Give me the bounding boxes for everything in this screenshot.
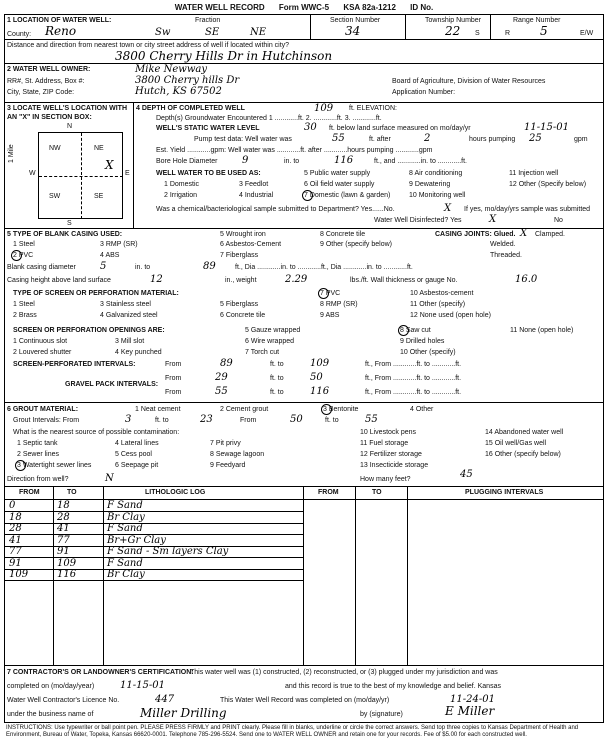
gp1-ft-from: ft., From ............ft. to ............ft. bbox=[365, 375, 462, 382]
hours-label: hours pumping bbox=[469, 136, 516, 143]
perf-from[interactable]: 89 bbox=[220, 358, 233, 369]
cont-15: 15 Oil well/Gas well bbox=[485, 440, 547, 447]
gpm-label: gpm bbox=[574, 136, 588, 143]
township-label: Township Number bbox=[425, 17, 482, 24]
use-4: 4 Industrial bbox=[239, 192, 274, 199]
nw-label: NW bbox=[49, 145, 61, 152]
height-value[interactable]: 12 bbox=[150, 274, 163, 285]
form-number: Form WWC-5 bbox=[278, 3, 330, 12]
gp1-from-label: From bbox=[165, 375, 182, 382]
cont-5: 5 Cess pool bbox=[115, 451, 152, 458]
open-5: 5 Gauze wrapped bbox=[245, 327, 301, 334]
gp2-ft-from: ft., From ............ft. to ............ft. bbox=[365, 389, 462, 396]
location-label: 1 LOCATION OF WATER WELL: bbox=[7, 17, 112, 24]
casing-8: 8 Concrete tile bbox=[320, 231, 366, 238]
open-10: 10 Other (specify) bbox=[400, 349, 456, 356]
disinfected-no: No bbox=[554, 217, 563, 224]
cont-6: 6 Seepage pit bbox=[115, 462, 159, 469]
diameter-to-value[interactable]: 89 bbox=[203, 261, 216, 272]
signature[interactable]: E Miller bbox=[445, 704, 495, 718]
log-from[interactable]: 18 bbox=[9, 511, 22, 523]
feet-label: How many feet? bbox=[360, 476, 411, 483]
screen-10: 10 Asbestos-cement bbox=[410, 290, 474, 297]
log-to[interactable]: 41 bbox=[57, 523, 70, 534]
joints-label: CASING JOINTS: Glued. bbox=[435, 231, 516, 238]
city-label: City, State, ZIP Code: bbox=[7, 89, 75, 96]
perf-ft-from: ft., From ............ft. to ............ft. bbox=[365, 361, 462, 368]
open-11: 11 None (open hole) bbox=[510, 327, 574, 334]
depth-label: 4 DEPTH OF COMPLETED WELL bbox=[136, 105, 245, 112]
cont-3-circle bbox=[15, 460, 26, 471]
log-to2-header: TO bbox=[372, 489, 382, 496]
section-locate bbox=[4, 102, 134, 229]
log-row-line bbox=[5, 523, 303, 524]
open-7: 7 Torch cut bbox=[245, 349, 280, 356]
ne-label: NE bbox=[94, 145, 104, 152]
sw-label: SW bbox=[49, 193, 61, 200]
weight-value[interactable]: 2.29 bbox=[285, 274, 308, 285]
feet-value[interactable]: 45 bbox=[460, 469, 473, 480]
section-grout bbox=[4, 402, 604, 487]
casing-label: 5 TYPE OF BLANK CASING USED: bbox=[7, 231, 123, 238]
record-date[interactable]: 11-24-01 bbox=[450, 694, 495, 705]
in-to-label: in. to bbox=[284, 158, 300, 165]
log-to[interactable]: 18 bbox=[57, 500, 70, 511]
section-location: 1 LOCATION OF WATER WELL: County: Reno Fraction Sw SE NE Section Number 34 Township Number 22 S Range Number R 5 E/W Distance and direction from nearest town or city street address of well if located within city? 3800 Cherry Hills Dr in Hutchinson bbox=[4, 14, 604, 64]
log-description[interactable]: F Sand - Sm layers Clay bbox=[107, 546, 229, 557]
after-label: ft. after bbox=[369, 136, 391, 143]
cont-8: 8 Sewage lagoon bbox=[210, 451, 265, 458]
disinfected-label: Water Well Disinfected? Yes bbox=[374, 217, 462, 224]
gp2-ft-to: ft. to bbox=[270, 389, 284, 396]
log-from[interactable]: 41 bbox=[9, 534, 22, 546]
elevation-label: ft. ELEVATION: bbox=[349, 105, 397, 112]
south-label: S bbox=[67, 220, 72, 227]
gi-ft-to-2: ft. to bbox=[325, 417, 339, 424]
groundwater-label: Depth(s) Groundwater Encountered 1 ............ft. 2. ............ft. 3. ............ft. bbox=[156, 115, 382, 122]
grout-4: 4 Other bbox=[410, 406, 434, 413]
section-number-value[interactable]: 34 bbox=[345, 24, 361, 38]
cert-text-3: This Water Well Record was completed on (mo/day/yr) bbox=[220, 697, 390, 704]
grout-1: 1 Neat cement bbox=[135, 406, 181, 413]
range-value[interactable]: 5 bbox=[540, 24, 548, 38]
section-log bbox=[4, 486, 604, 666]
licence-value[interactable]: 447 bbox=[155, 694, 175, 705]
use-2: 2 Irrigation bbox=[164, 192, 198, 199]
screen-4: 4 Galvanized steel bbox=[100, 312, 158, 319]
use-7-circle bbox=[302, 190, 313, 201]
distance-label: Distance and direction from nearest town or city street address of well if located within city? bbox=[7, 42, 290, 49]
owner-label: 2 WATER WELL OWNER: bbox=[7, 66, 91, 73]
log-to[interactable]: 28 bbox=[57, 511, 70, 523]
log-to[interactable]: 91 bbox=[57, 546, 70, 557]
screen-7: 7 PVC bbox=[320, 290, 341, 297]
lbs-label: lbs./ft. Wall thickness or gauge No. bbox=[350, 277, 458, 284]
id-label: ID No. bbox=[410, 3, 434, 12]
grout-1-to[interactable]: 23 bbox=[200, 414, 213, 425]
county-value[interactable]: Reno bbox=[45, 24, 77, 38]
log-description[interactable]: Br+Gr Clay bbox=[107, 534, 166, 546]
cont-11: 11 Fuel storage bbox=[360, 440, 409, 447]
cont-16: 16 Other (specify below) bbox=[485, 451, 561, 458]
grout-3-circle bbox=[321, 404, 332, 415]
use-10: 10 Monitoring well bbox=[409, 192, 466, 199]
disinfected-mark[interactable]: X bbox=[489, 214, 497, 225]
direction-value[interactable]: N bbox=[105, 473, 114, 484]
gi-ft-to-1: ft. to bbox=[155, 417, 169, 424]
cont-2: 2 Sewer lines bbox=[17, 451, 60, 458]
se-label: SE bbox=[94, 193, 104, 200]
casing-3: 3 RMP (SR) bbox=[100, 241, 138, 248]
gi-from-2: From bbox=[240, 417, 257, 424]
weight-label: in., weight bbox=[225, 277, 257, 284]
cont-14: 14 Abandoned water well bbox=[485, 429, 564, 436]
open-3: 3 Mill slot bbox=[115, 338, 145, 345]
log-from[interactable]: 28 bbox=[9, 523, 22, 534]
casing-2: 2 PVC bbox=[13, 252, 34, 259]
log-row-line bbox=[5, 580, 303, 581]
cont-12: 12 Fertilizer storage bbox=[360, 451, 422, 458]
chem-label: Was a chemical/bacteriological sample submitted to Department? Yes......No. bbox=[156, 206, 395, 213]
bore-value[interactable]: 9 bbox=[242, 155, 249, 166]
fraction-label: Fraction bbox=[195, 17, 221, 24]
gravel-2-from[interactable]: 55 bbox=[215, 386, 228, 397]
casing-9: 9 Other (specify below) bbox=[320, 241, 392, 248]
log-row-line bbox=[5, 511, 303, 512]
casing-7: 7 Fiberglass bbox=[220, 252, 259, 259]
pump-feet[interactable]: 55 bbox=[332, 133, 345, 144]
north-label: N bbox=[67, 123, 73, 130]
cert-text-2: and this record is true to the best of my knowledge and belief. Kansas bbox=[285, 683, 501, 690]
cont-10: 10 Livestock pens bbox=[360, 429, 417, 436]
use-8: 8 Air conditioning bbox=[409, 170, 463, 177]
mile-label: 1 Mile bbox=[8, 144, 15, 163]
screen-label: TYPE OF SCREEN OR PERFORATION MATERIAL: bbox=[13, 290, 179, 297]
open-4: 4 Key punched bbox=[115, 349, 162, 356]
static-label: WELL'S STATIC WATER LEVEL bbox=[156, 125, 260, 132]
screen-8: 8 RMP (SR) bbox=[320, 301, 358, 308]
business-label: under the business name of bbox=[7, 711, 94, 718]
licence-label: Water Well Contractor's Licence No. bbox=[7, 697, 120, 704]
board-label: Board of Agriculture, Division of Water Resources bbox=[392, 78, 546, 85]
diameter-label: Blank casing diameter bbox=[7, 264, 76, 271]
cont-4: 4 Lateral lines bbox=[115, 440, 159, 447]
bore-label: Bore Hole Diameter bbox=[156, 158, 218, 165]
cert-text-1: This water well was (1) constructed, (2) reconstructed, or (3) plugged under my jurisdiction and was bbox=[190, 669, 498, 676]
gp1-ft-to: ft. to bbox=[270, 375, 284, 382]
log-from[interactable]: 109 bbox=[9, 569, 29, 580]
form-title: WATER WELL RECORD bbox=[174, 3, 265, 12]
perf-label: SCREEN-PERFORATED INTERVALS: bbox=[13, 361, 136, 368]
open-8-circle bbox=[398, 325, 409, 336]
use-12: 12 Other (Specify below) bbox=[509, 181, 587, 188]
screen-7-circle bbox=[318, 288, 329, 299]
static-value[interactable]: 30 bbox=[304, 122, 317, 133]
open-2: 2 Louvered shutter bbox=[13, 349, 72, 356]
grout-3: 3 Bentonite bbox=[323, 406, 359, 413]
section-casing bbox=[4, 228, 604, 403]
quarter-2[interactable]: SE bbox=[205, 27, 220, 38]
diameter-value[interactable]: 5 bbox=[100, 261, 107, 272]
screen-11: 11 Other (specify) bbox=[410, 301, 466, 308]
completed-label: completed on (mo/day/year) bbox=[7, 683, 95, 690]
grout-2: 2 Cement grout bbox=[220, 406, 269, 413]
screen-2: 2 Brass bbox=[13, 312, 37, 319]
use-5: 5 Public water supply bbox=[304, 170, 371, 177]
static-after-label: ft. below land surface measured on mo/day/yr bbox=[329, 125, 471, 132]
gravel-label: GRAVEL PACK INTERVALS: bbox=[65, 381, 159, 388]
log-row-line bbox=[5, 557, 303, 558]
openings-label: SCREEN OR PERFORATION OPENINGS ARE: bbox=[13, 327, 165, 334]
log-from[interactable]: 77 bbox=[9, 546, 22, 557]
gravel-1-from[interactable]: 29 bbox=[215, 372, 228, 383]
section-certification bbox=[4, 665, 604, 723]
grout-2-from[interactable]: 50 bbox=[290, 414, 303, 425]
chem-no-mark[interactable]: X bbox=[444, 203, 452, 214]
glued-mark[interactable]: X bbox=[520, 228, 528, 239]
casing-2-circle bbox=[11, 250, 22, 261]
address-value[interactable]: 3800 Cherry hills Dr bbox=[135, 75, 240, 86]
county-label: County: bbox=[7, 31, 32, 38]
perf-to[interactable]: 109 bbox=[310, 358, 330, 369]
section-depth bbox=[133, 102, 604, 229]
yield-label: Est. Yield ............gpm: Well water was ............ft. after ............hours pumping ............gpm bbox=[156, 147, 433, 154]
screen-3: 3 Stainless steel bbox=[100, 301, 151, 308]
height-label: Casing height above land surface bbox=[7, 277, 111, 284]
log-row-line bbox=[5, 569, 303, 570]
range-dir: E/W bbox=[580, 30, 594, 37]
grout-2-to[interactable]: 55 bbox=[365, 414, 378, 425]
screen-12: 12 None used (open hole) bbox=[410, 312, 491, 319]
chem2-label: If yes, mo/day/yrs sample was submitted bbox=[464, 206, 591, 213]
screen-1: 1 Steel bbox=[13, 301, 35, 308]
log-lith-header: LITHOLOGIC LOG bbox=[145, 489, 206, 496]
log-to[interactable]: 109 bbox=[57, 557, 77, 569]
screen-6: 6 Concrete tile bbox=[220, 312, 266, 319]
direction-label: Direction from well? bbox=[7, 476, 69, 483]
cont-13: 13 Insecticide storage bbox=[360, 462, 429, 469]
perf-ft-to: ft. to bbox=[270, 361, 284, 368]
casing-5: 5 Wrought iron bbox=[220, 231, 266, 238]
pump-hours[interactable]: 2 bbox=[424, 133, 431, 144]
location-mark: X bbox=[105, 158, 114, 172]
quarter-1[interactable]: Sw bbox=[155, 27, 171, 38]
cont-1: 1 Septic tank bbox=[17, 440, 58, 447]
screen-5: 5 Fiberglass bbox=[220, 301, 259, 308]
locate-label: 3 LOCATE WELL'S LOCATION WITH bbox=[7, 105, 128, 112]
log-from[interactable]: 91 bbox=[9, 557, 22, 569]
east-label: E bbox=[125, 170, 130, 177]
casing-6: 6 Asbestos-Cement bbox=[220, 241, 282, 248]
log-description[interactable]: Br Clay bbox=[107, 511, 145, 523]
open-9: 9 Drilled holes bbox=[400, 338, 445, 345]
locate-label-2: AN "X" IN SECTION BOX: bbox=[7, 114, 92, 121]
pump-gpm[interactable]: 25 bbox=[529, 133, 542, 144]
threaded-label: Threaded. bbox=[490, 252, 522, 259]
open-8: 8 Saw cut bbox=[400, 327, 431, 334]
cont-3: 3 Watertight sewer lines bbox=[17, 462, 92, 469]
city-value[interactable]: Hutch, KS 67502 bbox=[135, 86, 222, 97]
log-to-header: TO bbox=[67, 489, 77, 496]
completed-date[interactable]: 11-15-01 bbox=[120, 680, 165, 691]
log-description[interactable]: Br Clay bbox=[107, 569, 145, 580]
log-from[interactable]: 0 bbox=[9, 500, 16, 511]
cert-label: 7 CONTRACTOR'S OR LANDOWNER'S CERTIFICATION: bbox=[7, 669, 194, 676]
township-value[interactable]: 22 bbox=[445, 24, 461, 38]
ft-dia-label: ft., Dia ............in. to ............ft., Dia ............in. to ............ft. bbox=[235, 264, 413, 271]
use-label: WELL WATER TO BE USED AS: bbox=[156, 170, 261, 177]
ft-and-label: ft., and ............in. to ............ft. bbox=[374, 158, 467, 165]
log-description[interactable]: F Sand bbox=[107, 523, 143, 534]
static-date[interactable]: 11-15-01 bbox=[524, 122, 569, 133]
clamped-label: Clamped. bbox=[535, 231, 565, 238]
open-6: 6 Wire wrapped bbox=[245, 338, 295, 345]
section-owner bbox=[4, 63, 604, 103]
section-grid[interactable] bbox=[38, 132, 123, 219]
log-to[interactable]: 116 bbox=[57, 569, 77, 580]
use-1: 1 Domestic bbox=[164, 181, 200, 188]
grout-label: 6 GROUT MATERIAL: bbox=[7, 406, 79, 413]
casing-4: 4 ABS bbox=[100, 252, 120, 259]
gp2-from-label: From bbox=[165, 389, 182, 396]
application-label: Application Number: bbox=[392, 89, 456, 96]
grout-1-from[interactable]: 3 bbox=[125, 414, 132, 425]
quarter-3[interactable]: NE bbox=[250, 27, 267, 38]
gravel-2-to[interactable]: 116 bbox=[310, 386, 330, 397]
business-name[interactable]: Miller Drilling bbox=[140, 706, 227, 720]
section-number-label: Section Number bbox=[330, 17, 381, 24]
water-well-record-form bbox=[4, 3, 604, 743]
cont-9: 9 Feedyard bbox=[210, 462, 246, 469]
township-dir: S bbox=[475, 30, 480, 37]
diam-to-label: in. to bbox=[135, 264, 151, 271]
signature-label: by (signature) bbox=[360, 711, 403, 718]
use-11: 11 Injection well bbox=[509, 170, 559, 177]
use-3: 3 Feedlot bbox=[239, 181, 269, 188]
log-description[interactable]: F Sand bbox=[107, 500, 143, 511]
perf-from-label: From bbox=[165, 361, 182, 368]
west-label: W bbox=[29, 170, 36, 177]
welded-label: Welded. bbox=[490, 241, 516, 248]
grout-int-label: Grout Intervals: From bbox=[13, 417, 80, 424]
instructions-footer: INSTRUCTIONS: Use typewriter or ball point pen. PLEASE PRESS FIRMLY and PRINT clearly. Please fill in blanks, underline or circle the correct answers. Send top three copies to Kansas Department of Health and Environment, Bureau of Water, Topeka, Kansas 66620-0001. Telephone 785-296-5524. Send one to WATER WELL OWNER and retain one for your records. Fee of $5.00 for each constructed well. bbox=[6, 725, 579, 738]
use-6: 6 Oil field water supply bbox=[304, 181, 375, 188]
address-label: RR#, St. Address, Box #: bbox=[7, 78, 85, 85]
bore-to-value[interactable]: 116 bbox=[334, 155, 354, 166]
pump-label: Pump test data: Well water was bbox=[194, 136, 292, 143]
log-from-header: FROM bbox=[19, 489, 40, 496]
contamination-label: What is the nearest source of possible contamination: bbox=[13, 429, 180, 436]
use-7: 7 Domestic (lawn & garden) bbox=[304, 192, 391, 199]
gravel-1-to[interactable]: 50 bbox=[310, 372, 323, 383]
log-to[interactable]: 77 bbox=[57, 534, 70, 546]
owner-value[interactable]: Mike Newway bbox=[135, 64, 207, 75]
depth-value[interactable]: 109 bbox=[314, 103, 334, 114]
screen-9: 9 ABS bbox=[320, 312, 340, 319]
open-1: 1 Continuous slot bbox=[13, 338, 68, 345]
range-label: Range Number bbox=[513, 17, 561, 24]
gauge-value[interactable]: 16.0 bbox=[515, 274, 538, 285]
ksa-number: KSA 82a-1212 bbox=[343, 3, 396, 12]
log-plug-header: PLUGGING INTERVALS bbox=[465, 489, 544, 496]
log-description[interactable]: F Sand bbox=[107, 557, 143, 569]
distance-value[interactable]: 3800 Cherry Hills Dr in Hutchinson bbox=[115, 49, 333, 63]
log-from2-header: FROM bbox=[318, 489, 339, 496]
use-9: 9 Dewatering bbox=[409, 181, 451, 188]
casing-1: 1 Steel bbox=[13, 241, 35, 248]
cont-7: 7 Pit privy bbox=[210, 440, 241, 447]
